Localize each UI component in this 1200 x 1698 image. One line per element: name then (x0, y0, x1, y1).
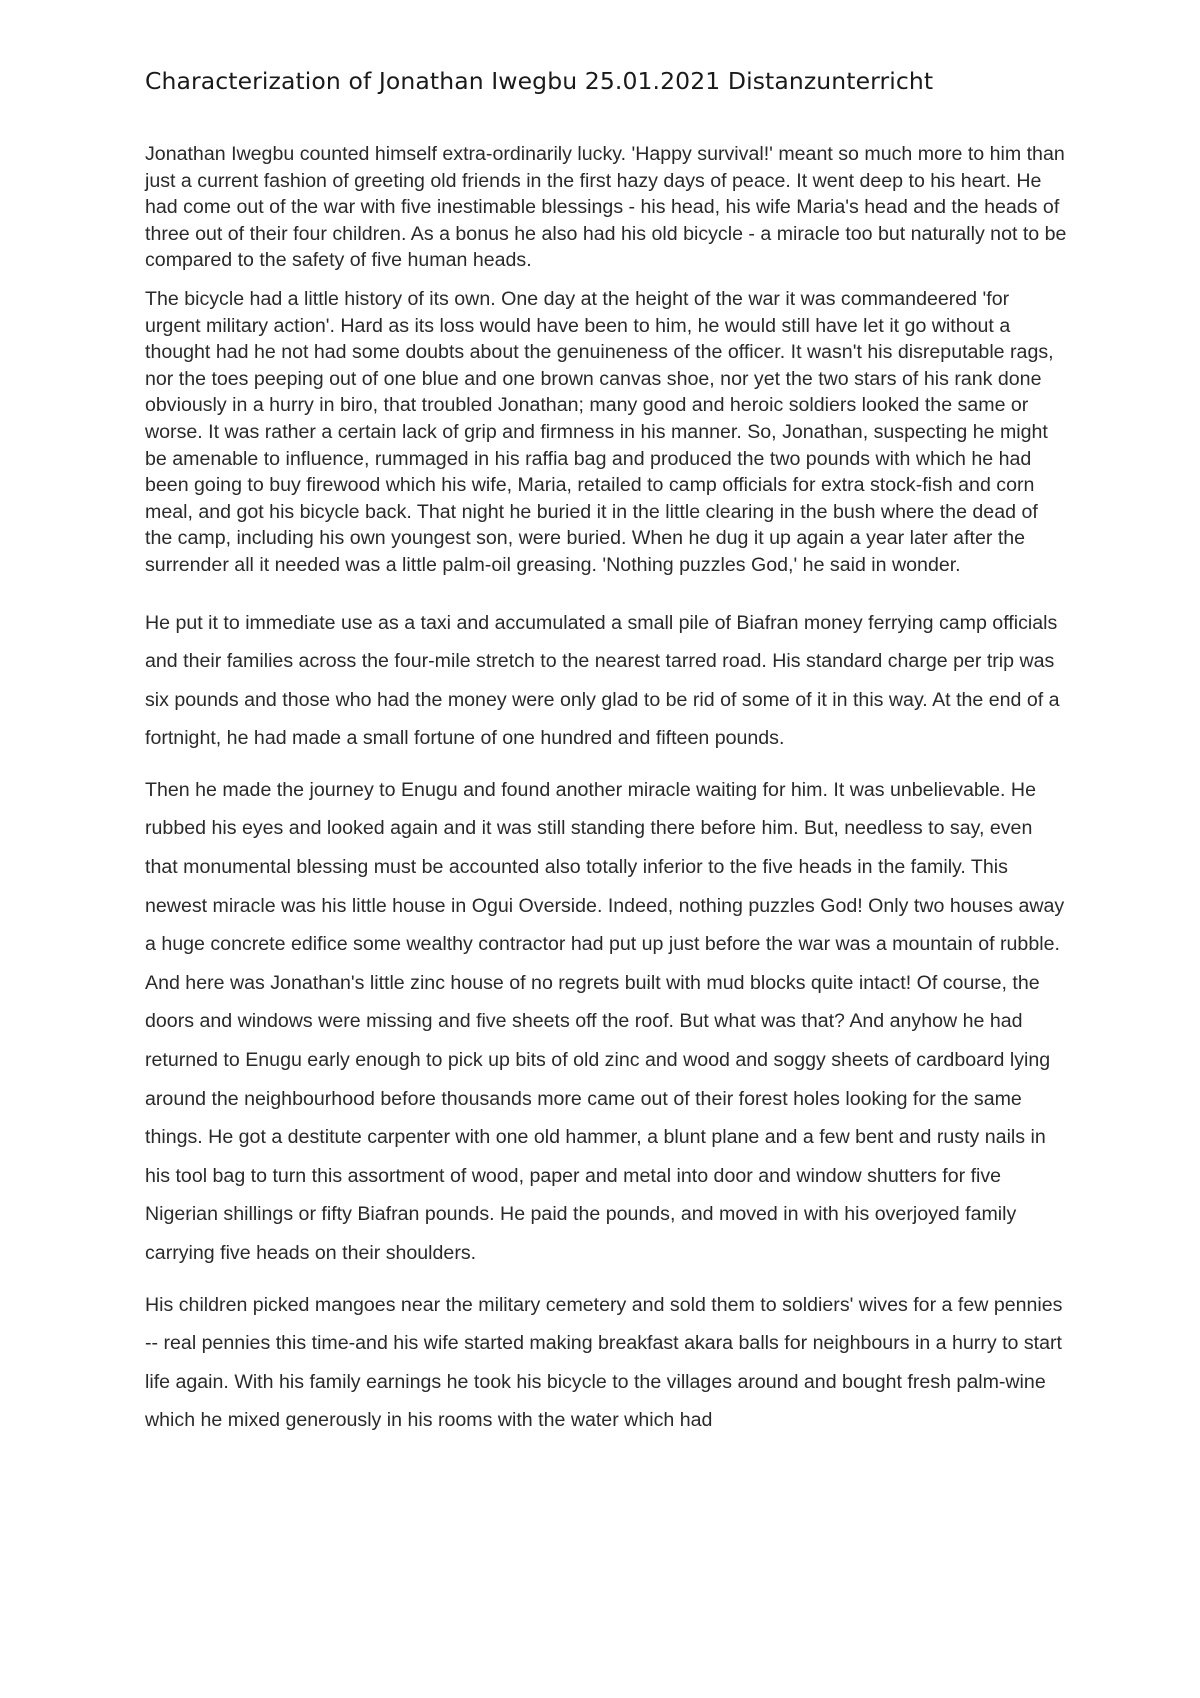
paragraph-intro: Jonathan Iwegbu counted himself extra-ordinarily lucky. 'Happy survival!' meant so much more to him than just a current fashion of greeting old friends in the first hazy days of peace. It went deep to his heart. He had come out of the war with five inestimable blessings - his head, his wife Maria's head and the heads of three out of their four children. As a bonus he also had his old bicycle - a miracle too but naturally not to be compared to the safety of five human heads. (145, 143, 1067, 272)
paragraph-family-earnings: His children picked mangoes near the military cemetery and sold them to soldiers' wives for a few pennies -- real pennies this time-and his wife started making breakfast akara balls for neighbours in a hurry to start life again. With his family earnings he took his bicycle to the villages around and bought fresh palm-wine which he mixed generously in his rooms with the water which had (145, 1293, 1063, 1432)
paragraph-bicycle-history: The bicycle had a little history of its own. One day at the height of the war it was commandeered 'for urgent military action'. Hard as its loss would have been to him, he would still have let it go without a thought had he not had some doubts about the genuineness of the officer. It wasn't his disreputable rags, nor the toes peeping out of one blue and one brown canvas shoe, nor yet the two stars of his rank done obviously in a hurry in biro, that troubled Jonathan; many good and heroic soldiers looked the same or worse. It was rather a certain lack of grip and firmness in his manner. So, Jonathan, suspecting he might be amenable to influence, rummaged in his raffia bag and produced the two pounds with which he had been going to buy firewood which his wife, Maria, retailed to camp officials for extra stock-fish and corn meal, and got his bicycle back. That night he buried it in the little clearing in the bush where the dead of the camp, including his own youngest son, were buried. When he dug it up again a year later after the surrender all it needed was a little palm-oil greasing. 'Nothing puzzles God,' he said in wonder. (145, 287, 1054, 576)
paragraph-house: Then he made the journey to Enugu and found another miracle waiting for him. It was unbelievable. He rubbed his eyes and looked again and it was still standing there before him. But, needless to say, even that monumental blessing must be accounted also totally inferior to the five heads in the family. This newest miracle was his little house in Ogui Overside. Indeed, nothing puzzles God! Only two houses away a huge concrete edifice some wealthy contractor had put up just before the war was a mountain of rubble. And here was Jonathan's little zinc house of no regrets built with mud blocks quite intact! Of course, the doors and windows were missing and five sheets off the roof. But what was that? And anyhow he had returned to Enugu early enough to pick up bits of old zinc and wood and soggy sheets of cardboard lying around the neighbourhood before thousands more came out of their forest holes looking for the same things. He got a destitute carpenter with one old hammer, a blunt plane and a few bent and rusty nails in his tool bag to turn this assortment of wood, paper and metal into door and window shutters for five Nigerian shillings or fifty Biafran pounds. He paid the pounds, and moved in with his overjoyed family carrying five heads on their shoulders. (145, 778, 1065, 1264)
paragraph-taxi: He put it to immediate use as a taxi and accumulated a small pile of Biafran money ferrying camp officials and their families across the four-mile stretch to the nearest tarred road. His standard charge per trip was six pounds and those who had the money were only glad to be rid of some of it in this way. At the end of a fortnight, he had made a small fortune of one hundred and fifteen pounds. (145, 611, 1060, 750)
document-title: Characterization of Jonathan Iwegbu 25.01.2021 Distanzunterricht (145, 67, 934, 95)
document-page (145, 66, 1070, 1440)
